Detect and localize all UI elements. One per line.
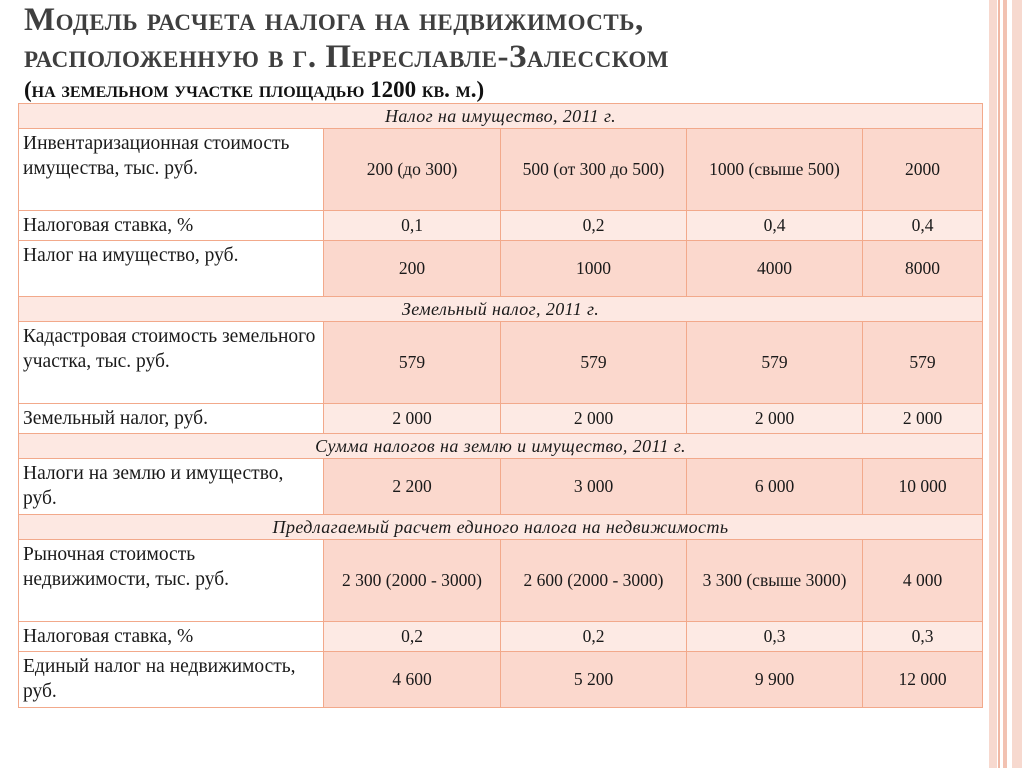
table-cell: 2 600 (2000 - 3000) [501,540,687,622]
table-cell: 579 [863,322,983,404]
table-cell: 10 000 [863,459,983,515]
table-cell: 8000 [863,241,983,297]
table-cell: 200 (до 300) [324,129,501,211]
section-heading-row [19,515,983,540]
section-heading: Предлагаемый расчет единого налога на недвижимость [19,515,983,540]
table-cell: 579 [501,322,687,404]
section-heading-row [19,297,983,322]
table-cell: 9 900 [687,652,863,708]
table-row [19,622,983,652]
table-cell: 2 300 (2000 - 3000) [324,540,501,622]
table-row [19,652,983,708]
table-cell: 200 [324,241,501,297]
table-cell: 1000 [501,241,687,297]
table-cell: 0,2 [501,211,687,241]
table-cell: 6 000 [687,459,863,515]
table-cell: 579 [324,322,501,404]
table-row [19,404,983,434]
tax-table [18,103,983,708]
table-cell: 2 000 [687,404,863,434]
decorative-stripe [1003,0,1007,768]
table-cell: 4000 [687,241,863,297]
row-label: Налоговая ставка, % [19,622,324,652]
row-label: Земельный налог, руб. [19,404,324,434]
table-cell: 500 (от 300 до 500) [501,129,687,211]
table-row [19,540,983,622]
table-cell: 2 000 [501,404,687,434]
table-row [19,129,983,211]
table-row [19,211,983,241]
title-line-1: Модель расчета налога на недвижимость, [24,2,644,38]
row-label: Кадастровая стоимость земельного участка, тыс. руб. [19,322,324,404]
table-cell: 0,3 [687,622,863,652]
table-cell: 1000 (свыше 500) [687,129,863,211]
table-cell: 579 [687,322,863,404]
table-cell: 4 600 [324,652,501,708]
decorative-stripe [1012,0,1022,768]
table-cell: 2 000 [863,404,983,434]
table-cell: 0,4 [863,211,983,241]
title-line-2: расположенную в г. Переславле-Залесском [24,39,669,75]
row-label: Налоговая ставка, % [19,211,324,241]
table-cell: 5 200 [501,652,687,708]
table-cell: 0,3 [863,622,983,652]
section-heading-row [19,104,983,129]
table-cell: 2 200 [324,459,501,515]
decorative-stripe [989,0,997,768]
table-row [19,322,983,404]
table-cell: 2 000 [324,404,501,434]
section-heading: Земельный налог, 2011 г. [19,297,983,322]
table-cell: 0,1 [324,211,501,241]
slide-title [24,2,984,103]
section-heading: Налог на имущество, 2011 г. [19,104,983,129]
section-heading-row [19,434,983,459]
row-label: Инвентаризационная стоимость имущества, тыс. руб. [19,129,324,211]
table-cell: 12 000 [863,652,983,708]
section-heading: Сумма налогов на землю и имущество, 2011 г. [19,434,983,459]
table-row [19,459,983,515]
decorative-line [998,0,1000,768]
table-cell: 2000 [863,129,983,211]
row-label: Единый налог на недвижимость, руб. [19,652,324,708]
table-cell: 0,4 [687,211,863,241]
table-row [19,241,983,297]
title-line-3: (на земельном участке площадью 1200 кв. м.) [24,77,485,102]
table-cell: 3 000 [501,459,687,515]
table-cell: 4 000 [863,540,983,622]
row-label: Налог на имущество, руб. [19,241,324,297]
row-label: Рыночная стоимость недвижимости, тыс. руб. [19,540,324,622]
table-cell: 0,2 [324,622,501,652]
row-label: Налоги на землю и имущество, руб. [19,459,324,515]
table-cell: 0,2 [501,622,687,652]
table-cell: 3 300 (свыше 3000) [687,540,863,622]
